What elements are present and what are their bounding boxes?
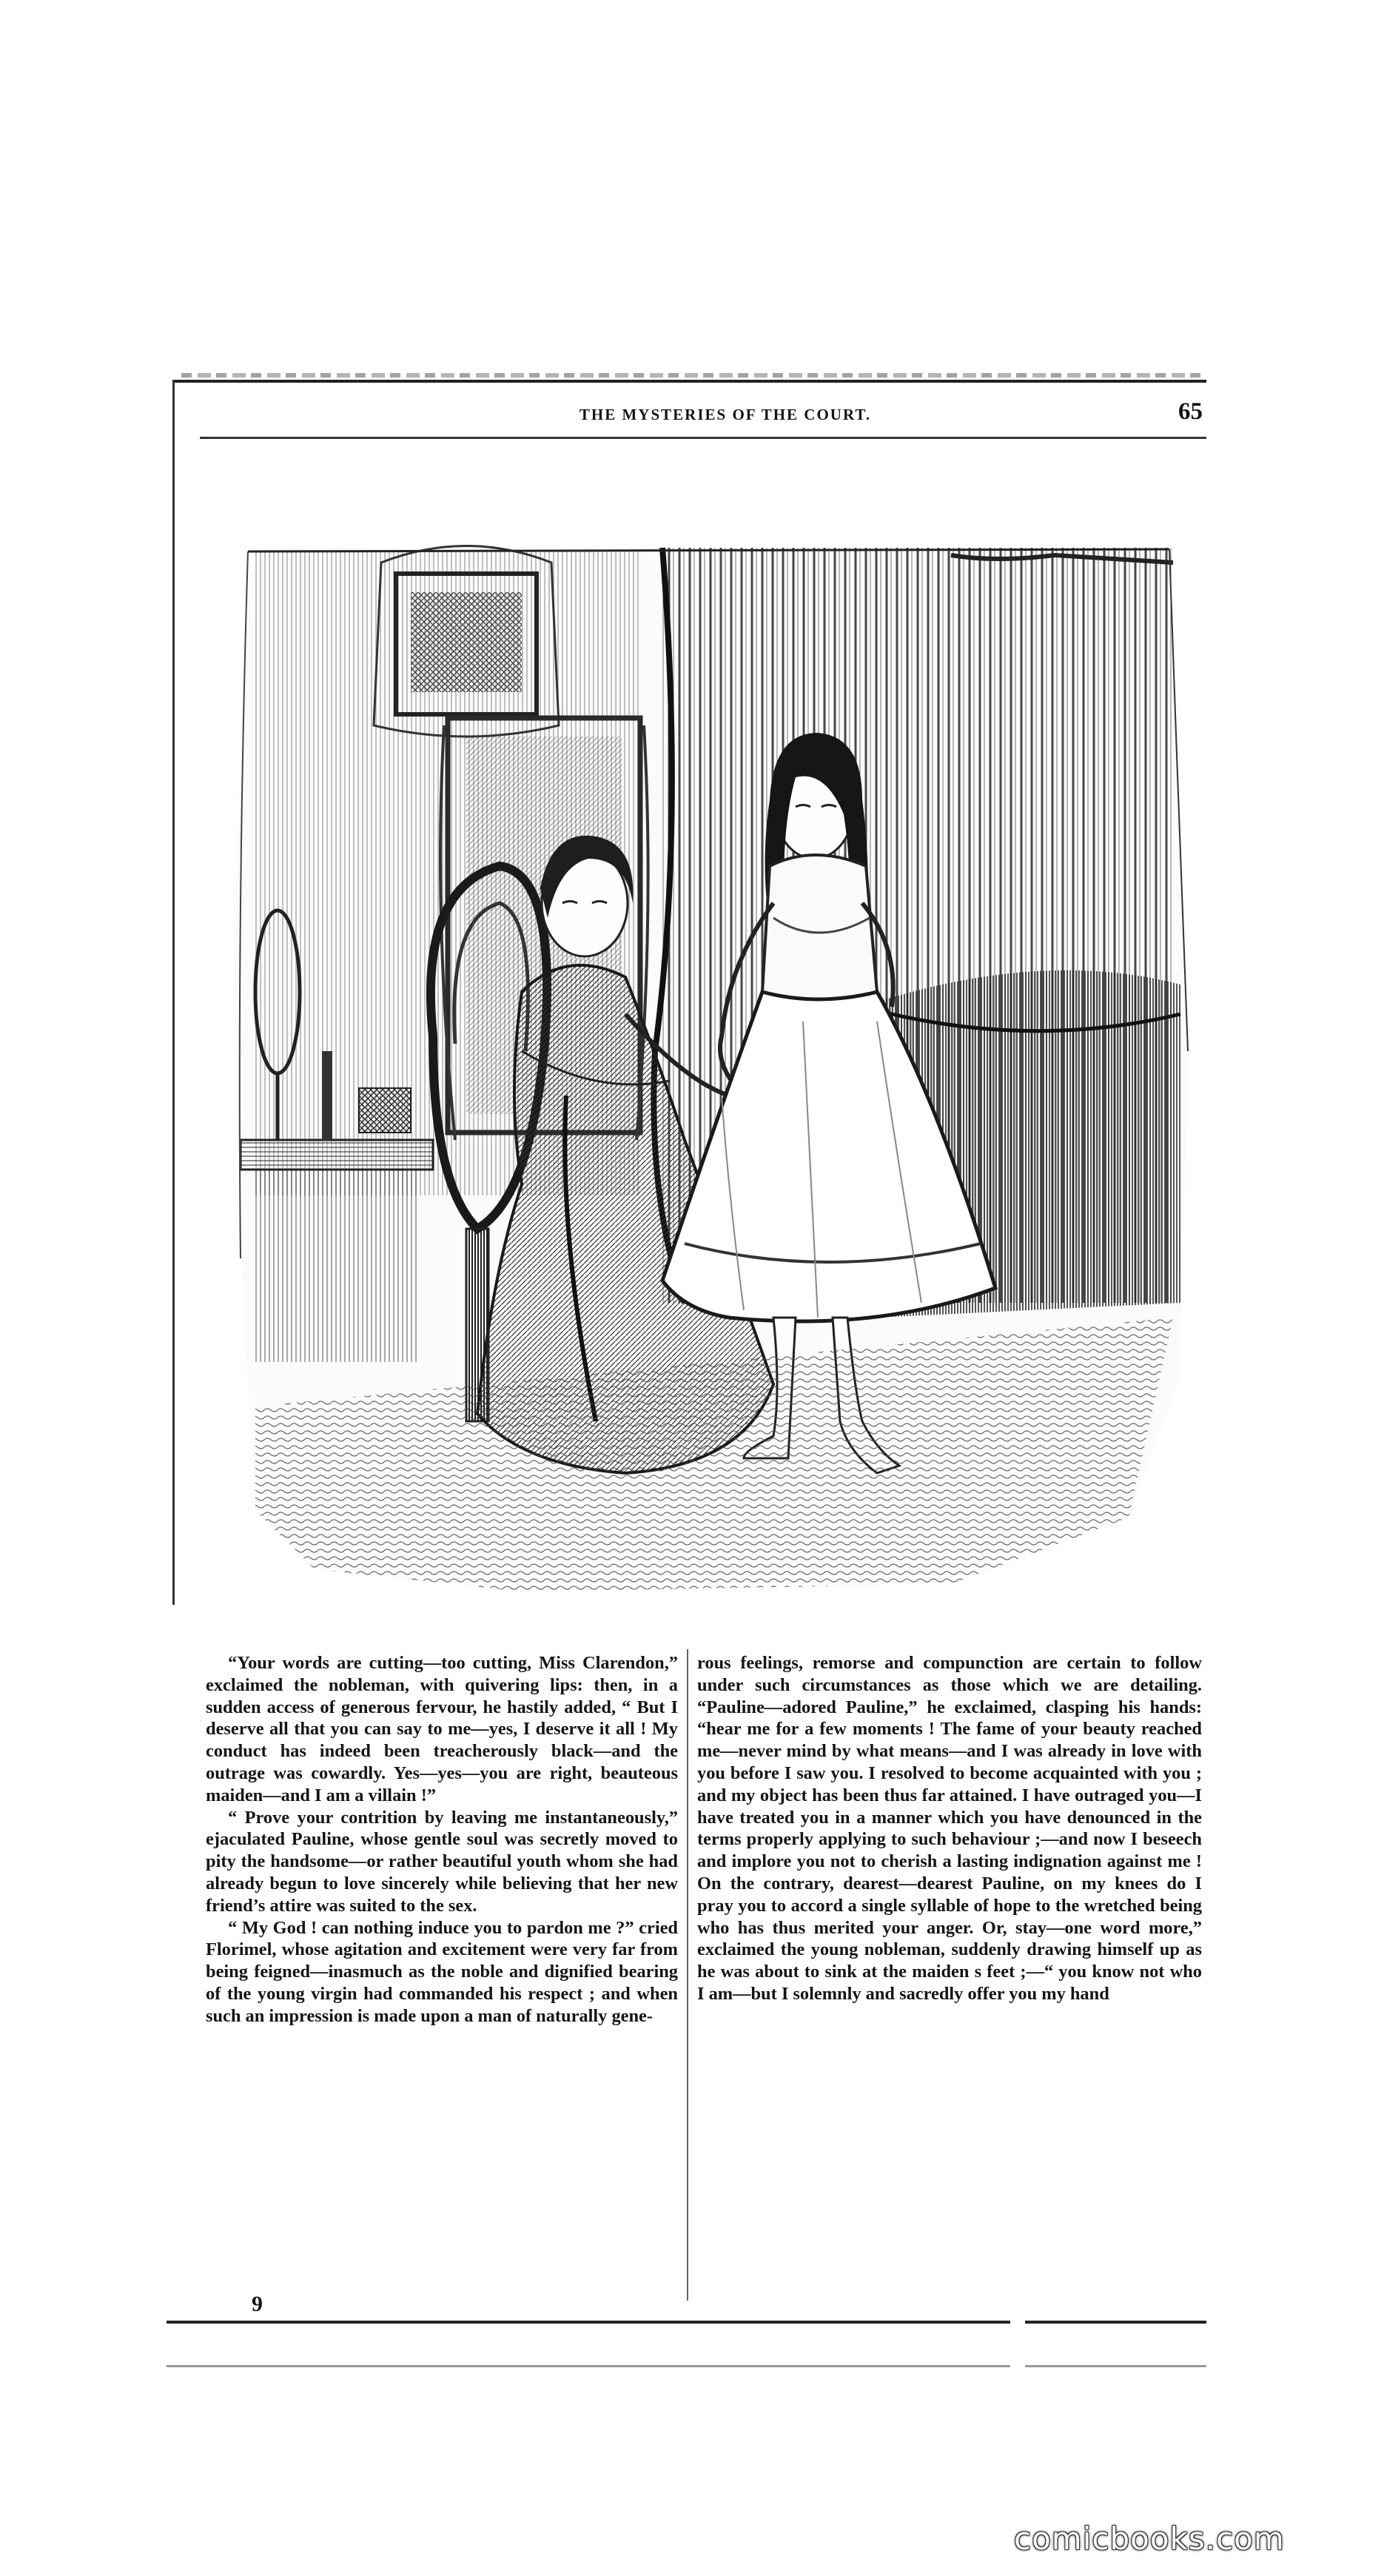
bottom-rule — [167, 2365, 1010, 2367]
left-margin-rule — [172, 380, 175, 1605]
paragraph: “ My God ! can nothing induce you to pardon me ?” cried Florimel, whose agitation and excitement were very far from being feigned—inasmuch as the noble and dignified bearing of the young virgin had commanded his respect ; and when such an impression is made upon a man of naturally gene- — [206, 1917, 678, 2026]
signature-mark: 9 — [252, 2292, 263, 2316]
paragraph: “Your words are cutting—too cutting, Miss Clarendon,” exclaimed the nobleman, with quivering lips: then, in a sudden access of generous fervour, he hastily added, “ But I deserve all that you can say to me—yes, I deserve it all ! My conduct has indeed been treacherously black—and the outrage was cowardly. Yes—yes—you are right, beauteous maiden—and I am a villain !” — [206, 1653, 678, 1805]
page-number: 65 — [1178, 398, 1203, 425]
top-rule-ornament — [181, 373, 1203, 378]
left-text-column — [206, 1652, 678, 2027]
bottom-rule — [1025, 2321, 1206, 2324]
watermark: comicbooks.com — [1014, 2520, 1285, 2557]
engraving-illustration — [211, 533, 1203, 1606]
engraving-illustration-icon — [211, 533, 1203, 1606]
right-text-column — [697, 1652, 1202, 2005]
running-head: THE MYSTERIES OF THE COURT. — [579, 406, 872, 423]
paragraph: “ Prove your contrition by leaving me instantaneously,” ejaculated Pauline, whose gentle soul was secretly moved to pity the handsome—or rather beautiful youth whom she had already begun to love sincerely while believing that her new friend’s attire was suited to the sex. — [206, 1807, 678, 1916]
paragraph: rous feelings, remorse and compunction are certain to follow under such circumstances as those which we are detailing. “Pauline—adored Pauline,” he exclaimed, clasping his hands: “hear me for a few moments ! The fame of your beauty reached me—never mind by what means—and I was already in love with you before I saw you. I resolved to become acquainted with you ; and my object has been thus far attained. I have outraged you—I have treated you in a manner which you have denounced in the terms properly applying to such behaviour ;—and now I beseech and implore you not to cherish a lasting indignation against me ! On the contrary, dearest—dearest Pauline, on my knees do I pray you to accord a single syllable of hope to the wretched being who has thus merited your anger. Or, stay—one word more,” exclaimed the young nobleman, suddenly drawing himself up as he was about to sink at the maiden s feet ;—“ you know not who I am—but I solemnly and sacredly offer you my hand — [697, 1653, 1202, 2004]
bottom-rule — [167, 2321, 1010, 2324]
bottom-rule — [1025, 2365, 1206, 2367]
header-rule — [200, 437, 1206, 439]
top-rule — [174, 380, 1206, 383]
column-divider — [687, 1649, 688, 2301]
